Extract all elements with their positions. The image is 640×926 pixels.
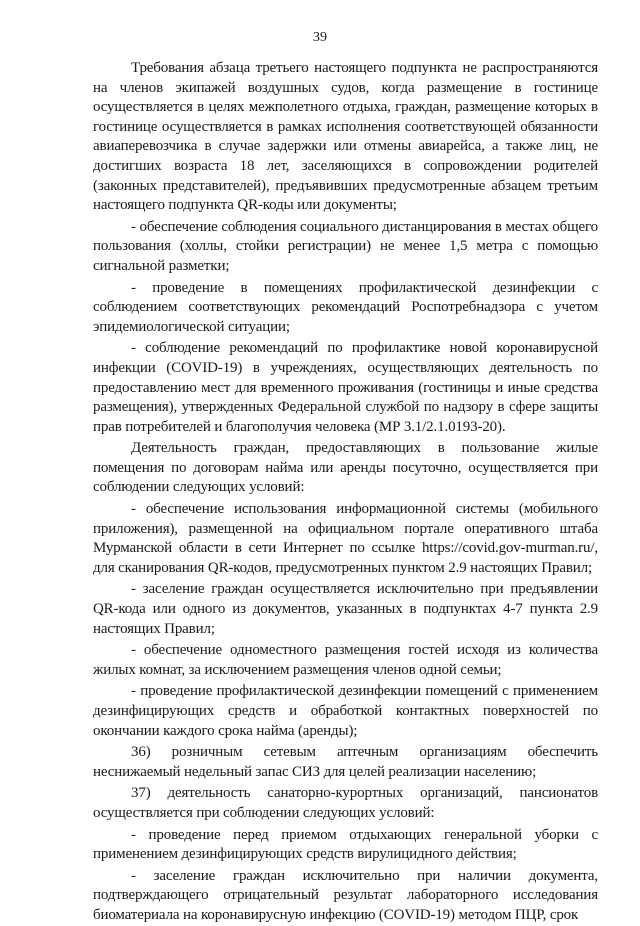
- paragraph-hotel-requirements-exceptions: Требования абзаца третьего настоящего подпункта не распространяются на членов экипажей воздушных судов, когда размещение в гостинице осуществляется в целях межполетного отдыха, граждан, размещение которых в гостинице осуществляется в рамках исполнения соответствующей обязанности авиаперевозчика в случае задержки или отмены авиарейса, а также лиц, не достигших возраста 18 лет, заселяющихся в сопровождении родителей (законных представителей), предъявивших предусмотренные абзацем третьим настоящего подпункта QR-коды или документы;: [93, 60, 598, 214]
- paragraph-disinfection: - проведение в помещениях профилактической дезинфекции с соблюдением соответствующих рекомендаций Роспотребнадзора с учетом эпидемиологической ситуации;: [93, 279, 598, 335]
- paragraph-info-system: - обеспечение использования информационной системы (мобильного приложения), размещенной на официальном портале оперативного штаба Мурманской области в сети Интернет по ссылке https://covid.gov-murman.ru/, для сканирования QR-кодов, предусмотренных пунктом 2.9 настоящих Правил;: [93, 501, 598, 576]
- paragraph-covid-recommendations: - соблюдение рекомендаций по профилактике новой коронавирусной инфекции (COVID-19) в учреждениях, осуществляющих деятельность по предоставлению мест для временного проживания (гостиницы и иные средства размещения), утвержденных Федеральной службой по надзору в сфере защиты прав потребителей и благополучия человека (МР 3.1/2.1.0193-20).: [93, 340, 598, 435]
- paragraph-item-37-sanatoriums: 37) деятельность санаторно-курортных организаций, пансионатов осуществляется при соблюдении следующих условий:: [93, 785, 598, 821]
- paragraph-rental-disinfection: - проведение профилактической дезинфекции помещений с применением дезинфицирующих средств и обработкой контактных поверхностей по окончании каждого срока найма (аренды);: [93, 683, 598, 739]
- paragraph-general-cleaning: - проведение перед приемом отдыхающих генеральной уборки с применением дезинфицирующих средств вирулицидного действия;: [93, 826, 598, 863]
- document-body: [93, 59, 598, 926]
- page-number: 39: [313, 30, 327, 45]
- paragraph-item-36-pharmacies: 36) розничным сетевым аптечным организациям обеспечить неснижаемый недельный запас СИЗ для целей реализации населению;: [93, 744, 598, 780]
- paragraph-qr-check-in: - заселение граждан осуществляется исключительно при предъявлении QR-кода или одного из документов, указанных в подпунктах 4-7 пункта 2.9 настоящих Правил;: [93, 581, 598, 637]
- paragraph-pcr-requirement: - заселение граждан исключительно при наличии документа, подтверждающего отрицательный результат лабораторного исследования биоматериала на коронавирусную инфекцию (COVID-19) методом ПЦР, срок: [93, 867, 598, 923]
- paragraph-social-distancing: - обеспечение соблюдения социального дистанцирования в местах общего пользования (холлы, стойки регистрации) не менее 1,5 метра с помощью сигнальной разметки;: [93, 218, 598, 274]
- paragraph-single-occupancy: - обеспечение одноместного размещения гостей исходя из количества жилых комнат, за исключением размещения членов одной семьи;: [93, 642, 598, 678]
- paragraph-daily-rental-conditions: Деятельность граждан, предоставляющих в пользование жилые помещения по договорам найма или аренды посуточно, осуществляется при соблюдении следующих условий:: [93, 440, 598, 496]
